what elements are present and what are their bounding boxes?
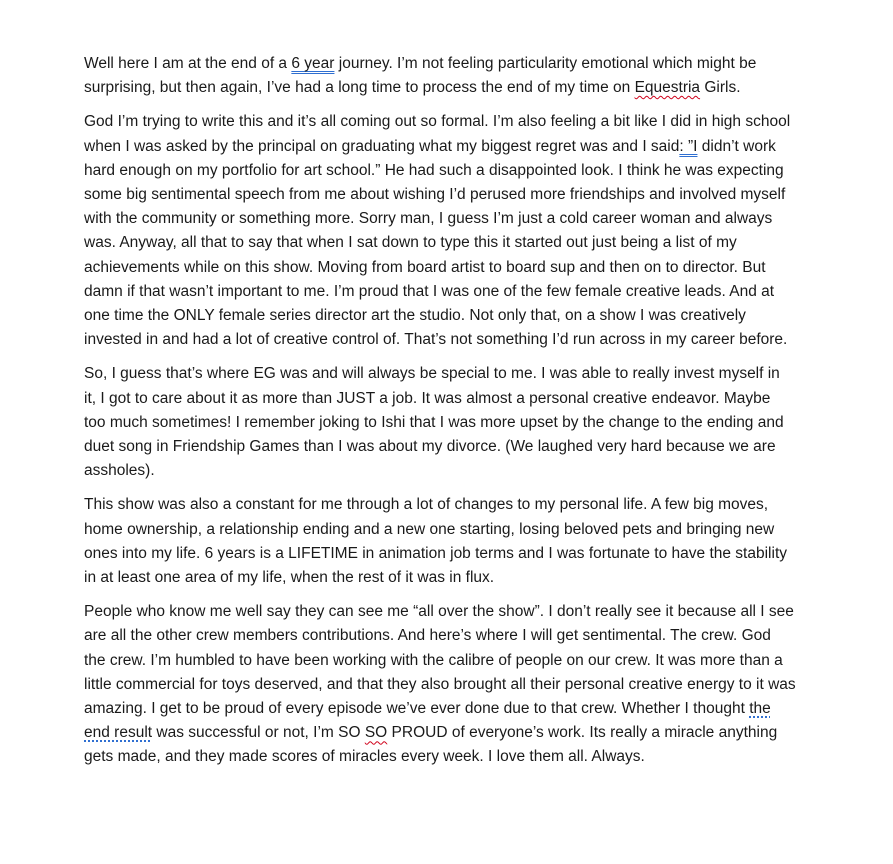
grammar-flag[interactable]: the end result <box>84 700 771 742</box>
text-run: journey. I’m not feeling particularity emotional which might be surprising, but then again, I’ve had a long time to process the end of my time on <box>84 55 757 97</box>
paragraph-3 <box>84 362 796 483</box>
text-run: This show was also a constant for me through a lot of changes to my personal life. A few big moves, home ownership, a relationship ending and a new one starting, losing beloved pets and bringing new ones into my life. 6 years is a LIFETIME in animation job terms and I was fortunate to have the stability in at least one area of my life, when the rest of it was in flux. <box>84 496 787 587</box>
text-run: People who know me well say they can see me “all over the show”. I don’t really see it because all I see are all the other crew members contributions. And here’s where I will get sentimental. The crew. God the crew. I’m humbled to have been working with the calibre of people on our crew. It was more than a little commercial for toys deserved, and that they also brought all their personal creative energy to it was amazing. I get to be proud of every episode we’ve ever done due to that crew. Whether I thought <box>84 603 796 718</box>
grammar-flag[interactable]: 6 year <box>291 55 335 72</box>
spelling-flag[interactable]: SO <box>364 724 388 742</box>
paragraph-4 <box>84 493 796 590</box>
text-run: didn’t work hard enough on my portfolio for art school.” He had such a disappointed look. I think he was expecting some big sentimental speech from me about wishing I’d perused more friendships and involved myself with the community or something more. Sorry man, I guess I’m just a cold career woman and always was. Anyway, all that to say that when I sat down to type this it started out just being a list of my achievements while on this show. Moving from board artist to board sup and then on to director. But damn if that wasn’t important to me. I’m proud that I was one of the few female creative leads. And at one time the ONLY female series director art the studio. Not only that, on a show I was creatively invested in and had a lot of creative control of. That’s not something I’d run across in my career before. <box>84 137 788 349</box>
paragraph-2 <box>84 110 796 352</box>
paragraph-1 <box>84 52 796 100</box>
text-run: Well here I am at the end of a <box>84 55 292 72</box>
spelling-flag[interactable]: Equestria <box>634 79 701 97</box>
document-page <box>84 52 796 780</box>
text-run: PROUD of everyone’s work. Its really a miracle anything gets made, and they made scores of miracles every week. I love them all. Always. <box>84 724 778 766</box>
text-run: God I’m trying to write this and it’s all coming out so formal. I’m also feeling a bit like I did in high school when I was asked by the principal on graduating what my biggest regret was and I said <box>84 113 791 155</box>
text-run: was successful or not, I’m SO <box>152 724 365 742</box>
text-run: Girls. <box>700 79 741 97</box>
text-run: So, I guess that’s where EG was and will always be special to me. I was able to really invest myself in it, I got to care about it as more than JUST a job. It was almost a personal creative endeavor. Maybe too much sometimes! I remember joking to Ishi that I was more upset by the change to the ending and duet song in Friendship Games than I was about my divorce. (We laughed very hard because we are assholes). <box>84 365 784 480</box>
paragraph-5 <box>84 600 796 769</box>
grammar-flag[interactable]: : ”I <box>679 137 698 155</box>
